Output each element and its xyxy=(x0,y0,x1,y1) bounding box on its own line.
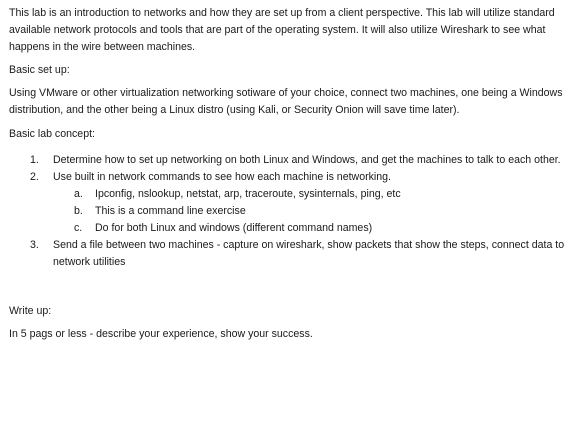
concept-heading: Basic lab concept: xyxy=(9,128,95,140)
list-item-number: 3. xyxy=(30,239,39,251)
sublist-item-letter: c. xyxy=(74,222,83,234)
sublist-item-text: This is a command line exercise xyxy=(95,205,246,217)
list-item-number: 1. xyxy=(30,154,39,166)
list-item-text: Determine how to set up networking on both Linux and Windows, and get the machines to talk to each other. xyxy=(53,154,561,166)
concept-list xyxy=(9,152,565,271)
sublist-item-text: Do for both Linux and windows (different command names) xyxy=(95,222,373,234)
basic-setup-paragraph: Using VMware or other virtualization networking sotiware of your choice, connect two machines, one being a Windows distribution, and the other being a Linux distro (using Kali, or Security Onion will save time later). xyxy=(9,87,563,116)
basic-setup-heading: Basic set up: xyxy=(9,64,70,76)
sublist-item-letter: b. xyxy=(74,205,83,217)
document-body xyxy=(9,5,565,350)
list-item-text: Send a file between two machines - capture on wireshark, show packets that show the steps, connect data to network utilities xyxy=(53,239,565,268)
commands-sublist xyxy=(53,186,565,237)
writeup-heading: Write up: xyxy=(9,305,52,317)
sublist-item xyxy=(53,203,565,220)
list-item-text: Use built in network commands to see how each machine is networking. xyxy=(53,171,391,183)
concept-list-wrapper xyxy=(9,152,565,271)
spacer xyxy=(9,271,565,303)
list-item-number: 2. xyxy=(30,171,39,183)
sublist-item-letter: a. xyxy=(74,188,83,200)
list-item xyxy=(9,152,565,169)
sublist-item xyxy=(53,220,565,237)
list-item xyxy=(9,169,565,237)
writeup-paragraph: In 5 pags or less - describe your experience, show your success. xyxy=(9,328,313,340)
list-item xyxy=(9,237,565,271)
sublist-item xyxy=(53,186,565,203)
sublist-item-text: Ipconfig, nslookup, netstat, arp, traceroute, sysinternals, ping, etc xyxy=(95,188,401,200)
intro-paragraph: This lab is an introduction to networks and how they are set up from a client perspective. This lab will utilize standard available network protocols and tools that are part of the operating system. It will also utilize Wireshark to see what happens in the wire between machines. xyxy=(9,7,555,53)
